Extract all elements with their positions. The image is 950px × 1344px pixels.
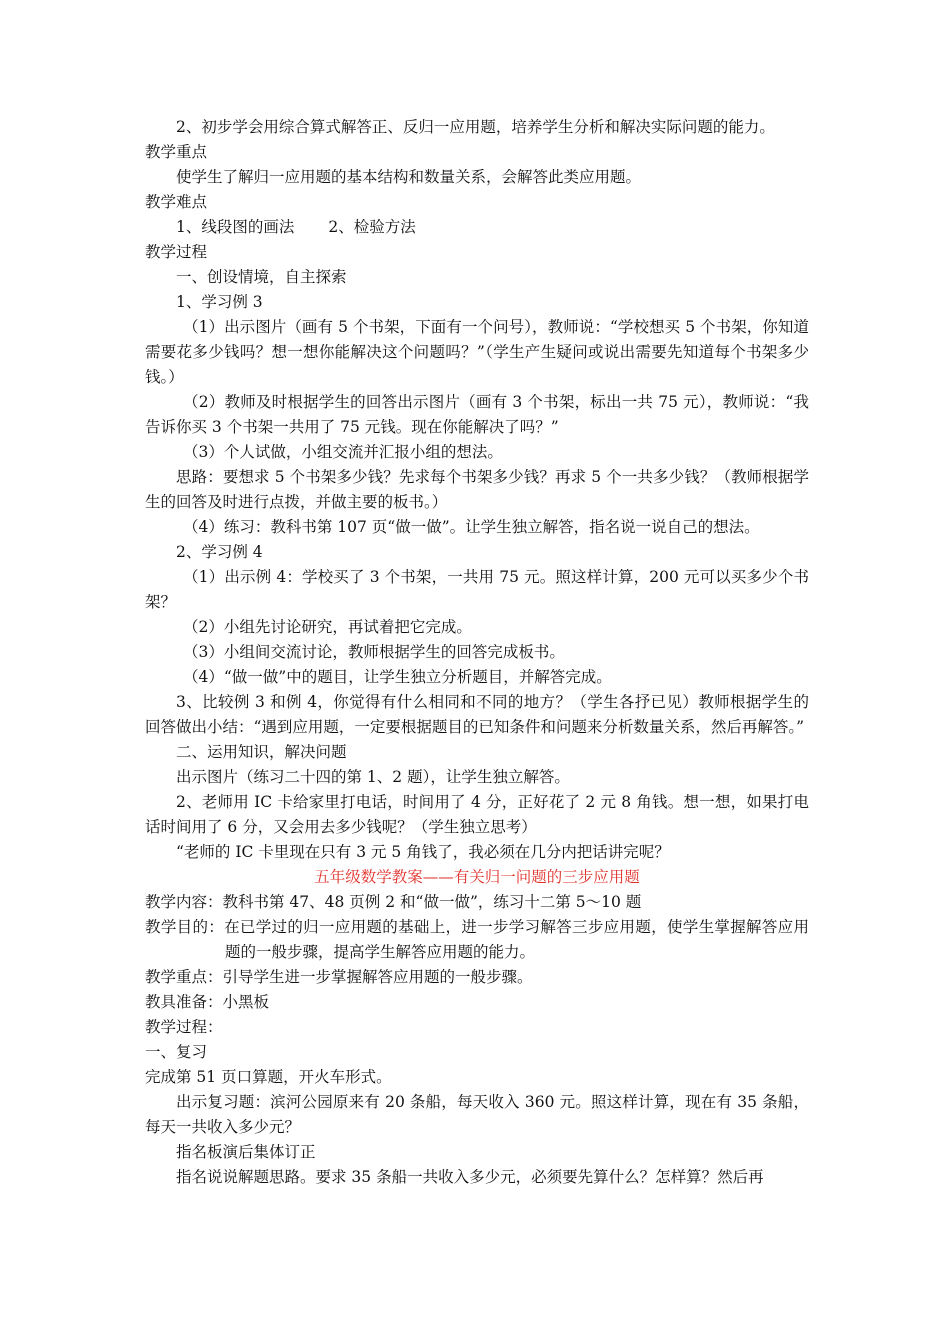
example-4-item-2: （2）小组先讨论研究，再试着把它完成。: [183, 618, 472, 636]
lesson-tools: 教具准备：小黑板: [145, 993, 270, 1011]
example-3-item-3: （3）个人试做，小组交流并汇报小组的想法。: [183, 443, 503, 461]
ic-card-followup: “老师的 IC 卡里现在只有 3 元 5 角钱了，我必须在几分内把话讲完呢？: [176, 843, 670, 861]
difficulty-item-1: 1、线段图的画法: [176, 218, 295, 236]
example-3-heading: 1、学习例 3: [176, 293, 263, 311]
example-4-item-3: （3）小组间交流讨论，教师根据学生的回答完成板书。: [183, 643, 565, 661]
example-3-item-2: （2）教师及时根据学生的回答出示图片（画有 3 个书架，标出一共 75 元），教师说：“我告诉你买 3 个书架一共用了 75 元钱。现在你能解决了吗？”: [145, 393, 809, 436]
board-correction: 指名板演后集体订正: [176, 1143, 316, 1161]
example-3-item-4: （4）练习：教科书第 107 页“做一做”。让学生独立解答，指名说一说自己的想法。: [183, 518, 760, 536]
ic-card-problem: 2、老师用 IC 卡给家里打电话，时间用了 4 分，正好花了 2 元 8 角钱。想一想，如果打电话时间用了 6 分，又会用去多少钱呢？（学生独立思考）: [145, 793, 809, 836]
show-picture: 出示图片（练习二十四的第 1、2 题），让学生独立解答。: [176, 768, 570, 786]
compare-summary: 3、比较例 3 和例 4，你觉得有什么相同和不同的地方？（学生各抒已见）教师根据学生的回答做出小结：“遇到应用题，一定要根据题目的已知条件和问题来分析数量关系，然后再解答。”: [145, 693, 809, 736]
review-heading: 一、复习: [145, 1043, 208, 1061]
difficulty-items: [145, 215, 809, 240]
explain-idea: 指名说说解题思路。要求 35 条船一共收入多少元，必须要先算什么？怎样算？然后再: [176, 1168, 764, 1186]
review-question: 出示复习题：滨河公园原来有 20 条船，每天收入 360 元。照这样计算，现在有 35 条船，每天一共收入多少元？: [145, 1093, 809, 1136]
goal-2: 2、初步学会用综合算式解答正、反归一应用题，培养学生分析和解决实际问题的能力。: [176, 118, 775, 136]
example-4-heading: 2、学习例 4: [176, 543, 263, 561]
lesson-key-point: 教学重点：引导学生进一步掌握解答应用题的一般步骤。: [145, 968, 533, 986]
oral-calculation: 完成第 51 页口算题，开火车形式。: [145, 1068, 392, 1086]
difficulty-heading: 教学难点: [145, 193, 208, 211]
process-heading: 教学过程: [145, 243, 208, 261]
example-4-item-4: （4）“做一做”中的题目，让学生独立分析题目，并解答完成。: [183, 668, 612, 686]
document-page: [145, 115, 809, 1190]
example-4-item-1: （1）出示例 4：学校买了 3 个书架，一共用 75 元。照这样计算，200 元可以买多少个书架？: [145, 568, 809, 611]
difficulty-item-2: 2、检验方法: [328, 218, 416, 236]
lesson-purpose: 教学目的：在已学过的归一应用题的基础上，进一步学习解答三步应用题，使学生掌握解答应用题的一般步骤，提高学生解答应用题的能力。: [145, 918, 809, 961]
example-3-idea: 思路：要想求 5 个书架多少钱？先求每个书架多少钱？再求 5 个一共多少钱？（教师根据学生的回答及时进行点拨，并做主要的板书。）: [145, 468, 809, 511]
example-3-item-1: （1）出示图片（画有 5 个书架，下面有一个问号），教师说：“学校想买 5 个书架，你知道需要花多少钱吗？想一想你能解决这个问题吗？”（学生产生疑问或说出需要先知道每个书架多少钱。）: [145, 318, 809, 386]
lesson-process-heading: 教学过程：: [145, 1018, 223, 1036]
key-point-text: 使学生了解归一应用题的基本结构和数量关系，会解答此类应用题。: [176, 168, 642, 186]
lesson-content: 教学内容：教科书第 47、48 页例 2 和“做一做”，练习十二第 5～10 题: [145, 893, 642, 911]
lesson-title: 五年级数学教案——有关归一问题的三步应用题: [314, 868, 640, 886]
step-1-heading: 一、创设情境，自主探索: [176, 268, 347, 286]
key-point-heading: 教学重点: [145, 143, 208, 161]
step-2-heading: 二、运用知识，解决问题: [176, 743, 347, 761]
